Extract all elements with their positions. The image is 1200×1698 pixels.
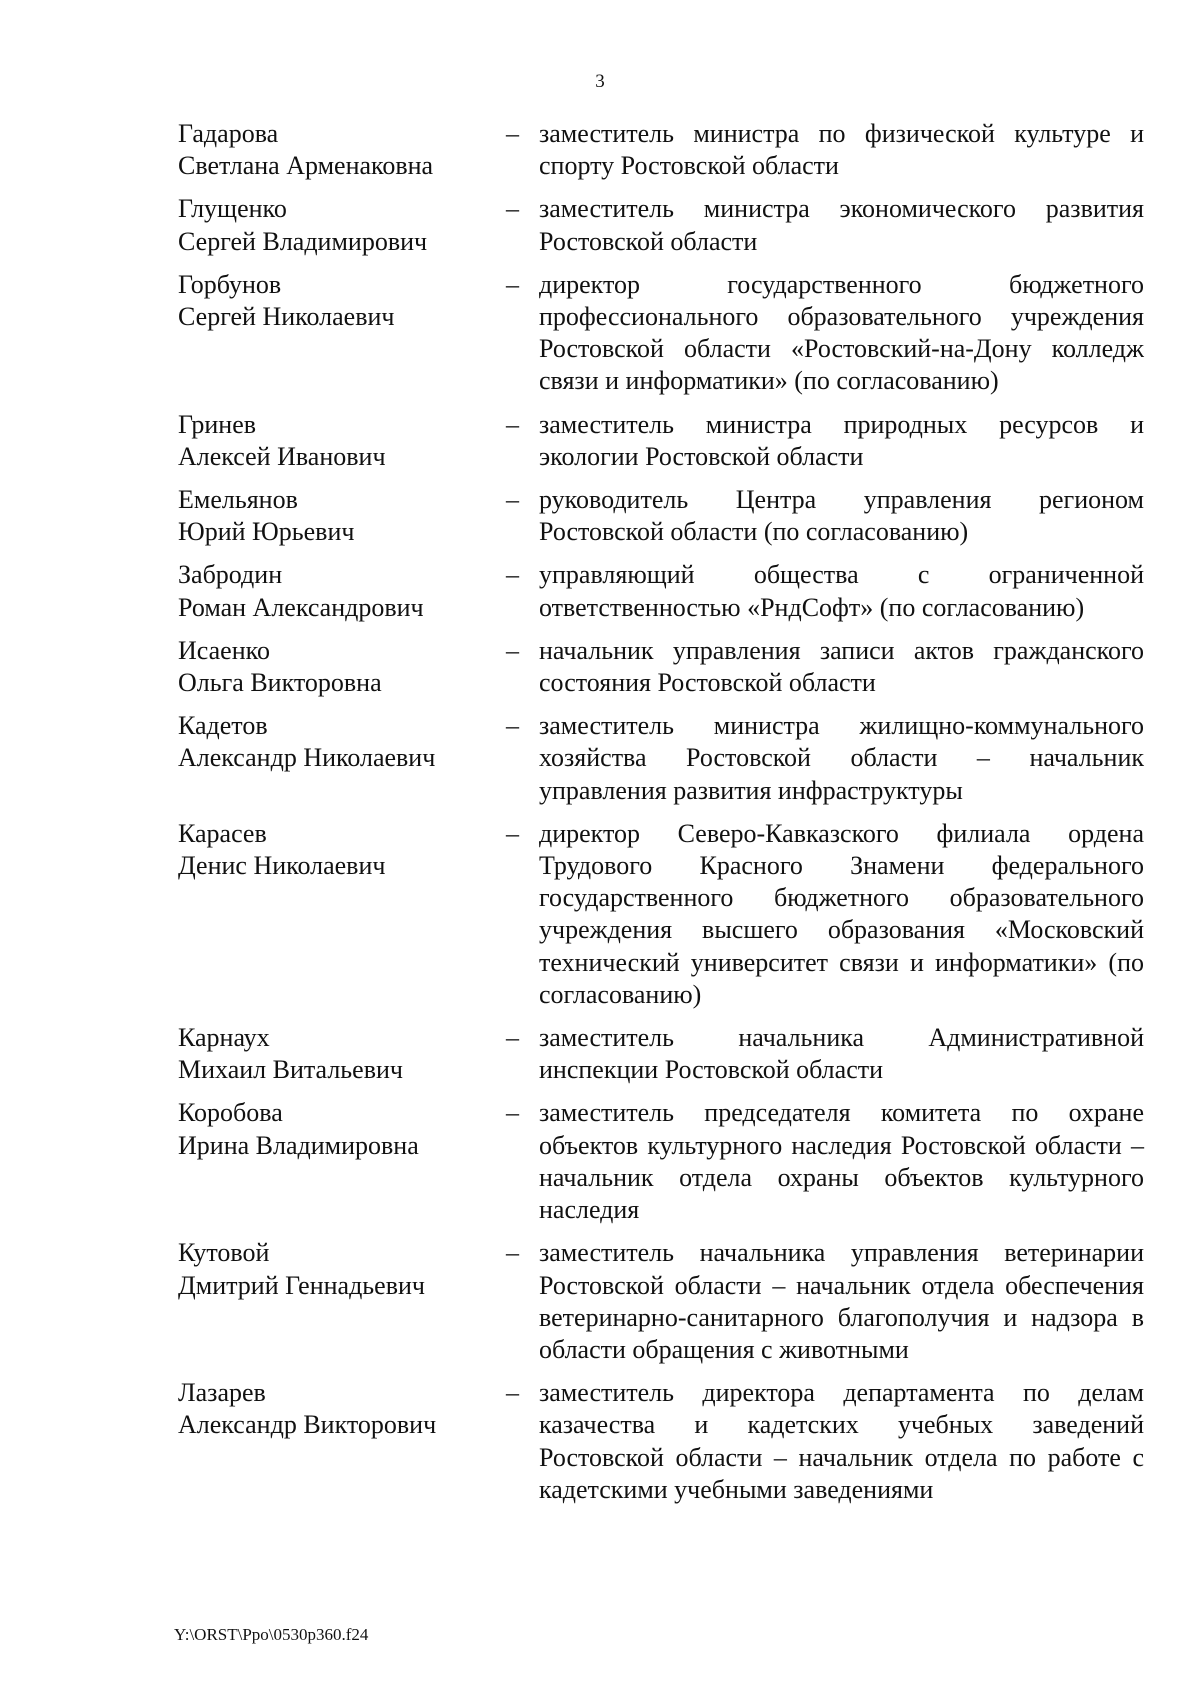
list-item [178,818,1144,1011]
dash-separator: – [506,1378,519,1408]
page-number: 3 [595,71,605,92]
dash-separator: – [506,1238,519,1268]
list-item [178,559,1144,623]
member-surname: Гринев [178,409,257,439]
file-path-footer: Y:\ORST\Ppo\0530p360.f24 [174,1625,369,1644]
dash-separator: – [506,1098,519,1128]
member-name [178,710,506,774]
dash-separator: – [506,485,519,515]
list-item [178,118,1144,182]
member-surname: Емельянов [178,485,298,515]
list-item [178,1097,1144,1226]
member-position: заместитель министра природных ресурсов и экологии Ростовской области [539,409,1144,471]
member-name [178,193,506,257]
dash-separator: – [506,269,519,299]
member-given-names: Ольга Викторовна [178,668,382,698]
member-position: заместитель министра по физической культуре и спорту Ростовской области [539,119,1144,181]
dash-separator: – [506,194,519,224]
list-item [178,193,1144,257]
list-item [178,1237,1144,1366]
member-position: директор Северо-Кавказского филиала ордена Трудового Красного Знамени федерального государственного бюджетного образовательного учреждения высшего образования «Московский технический университет связи и информатики» (по согласованию) [539,818,1144,1009]
member-name [178,559,506,623]
member-surname: Забродин [178,560,283,590]
list-item [178,409,1144,473]
member-given-names: Алексей Иванович [178,441,386,471]
member-surname: Карнаух [178,1023,270,1053]
member-position: заместитель директора департамента по делам казачества и кадетских учебных заведений Ростовской области – начальник отдела по работе с кадетскими учебными заведениями [539,1378,1144,1504]
member-name [178,484,506,548]
member-given-names: Дмитрий Геннадьевич [178,1270,425,1300]
member-given-names: Юрий Юрьевич [178,517,355,547]
member-given-names: Михаил Витальевич [178,1055,403,1085]
dash-separator: – [506,711,519,741]
member-position: заместитель начальника управления ветеринарии Ростовской области – начальник отдела обеспечения ветеринарно-санитарного благополучия и надзора в области обращения с животными [539,1238,1144,1364]
member-given-names: Сергей Николаевич [178,302,395,332]
member-given-names: Александр Викторович [178,1410,437,1440]
member-name [178,1237,506,1301]
member-name [178,409,506,473]
dash-separator: – [506,409,519,439]
member-position: начальник управления записи актов гражданского состояния Ростовской области [539,635,1144,698]
member-list [178,118,1144,1506]
member-name [178,269,506,333]
member-name [178,818,506,882]
dash-separator: – [506,818,519,848]
dash-separator: – [506,1023,519,1053]
dash-separator: – [506,635,519,665]
list-item [178,1022,1144,1086]
member-position: заместитель министра жилищно-коммунального хозяйства Ростовской области – начальник управления развития инфраструктуры [539,711,1144,805]
member-position: управляющий общества с ограниченной ответственностью «РндСофт» (по согласованию) [539,560,1144,622]
member-name [178,1377,506,1441]
dash-separator: – [506,560,519,590]
list-item [178,635,1144,699]
member-name [178,118,506,182]
member-position: заместитель начальника Административной инспекции Ростовской области [539,1023,1144,1085]
member-surname: Горбунов [178,269,282,299]
member-given-names: Светлана Арменаковна [178,151,434,181]
member-position: директор государственного бюджетного профессионального образовательного учреждения Ростовской области «Ростовский-на-Дону колледж связи и информатики» (по согласованию) [539,269,1144,396]
list-item [178,710,1144,807]
member-surname: Глущенко [178,194,287,224]
member-surname: Коробова [178,1098,283,1128]
member-surname: Кадетов [178,711,268,741]
member-given-names: Александр Николаевич [178,743,436,773]
member-given-names: Денис Николаевич [178,851,386,881]
list-item [178,269,1144,398]
member-given-names: Сергей Владимирович [178,226,428,256]
member-surname: Кутовой [178,1238,270,1268]
member-position: заместитель председателя комитета по охране объектов культурного наследия Ростовской области – начальник отдела охраны объектов культурного наследия [539,1098,1144,1225]
member-surname: Исаенко [178,635,270,665]
member-surname: Гадарова [178,119,279,148]
dash-separator: – [506,119,519,148]
list-item [178,1377,1144,1506]
member-given-names: Ирина Владимировна [178,1130,419,1160]
member-position: заместитель министра экономического развития Ростовской области [539,194,1144,256]
member-position: руководитель Центра управления регионом Ростовской области (по согласованию) [539,485,1144,547]
list-item [178,484,1144,548]
member-surname: Лазарев [178,1378,266,1408]
member-surname: Карасев [178,818,267,848]
member-name [178,1097,506,1161]
member-given-names: Роман Александрович [178,592,424,622]
member-name [178,635,506,699]
member-name [178,1022,506,1086]
